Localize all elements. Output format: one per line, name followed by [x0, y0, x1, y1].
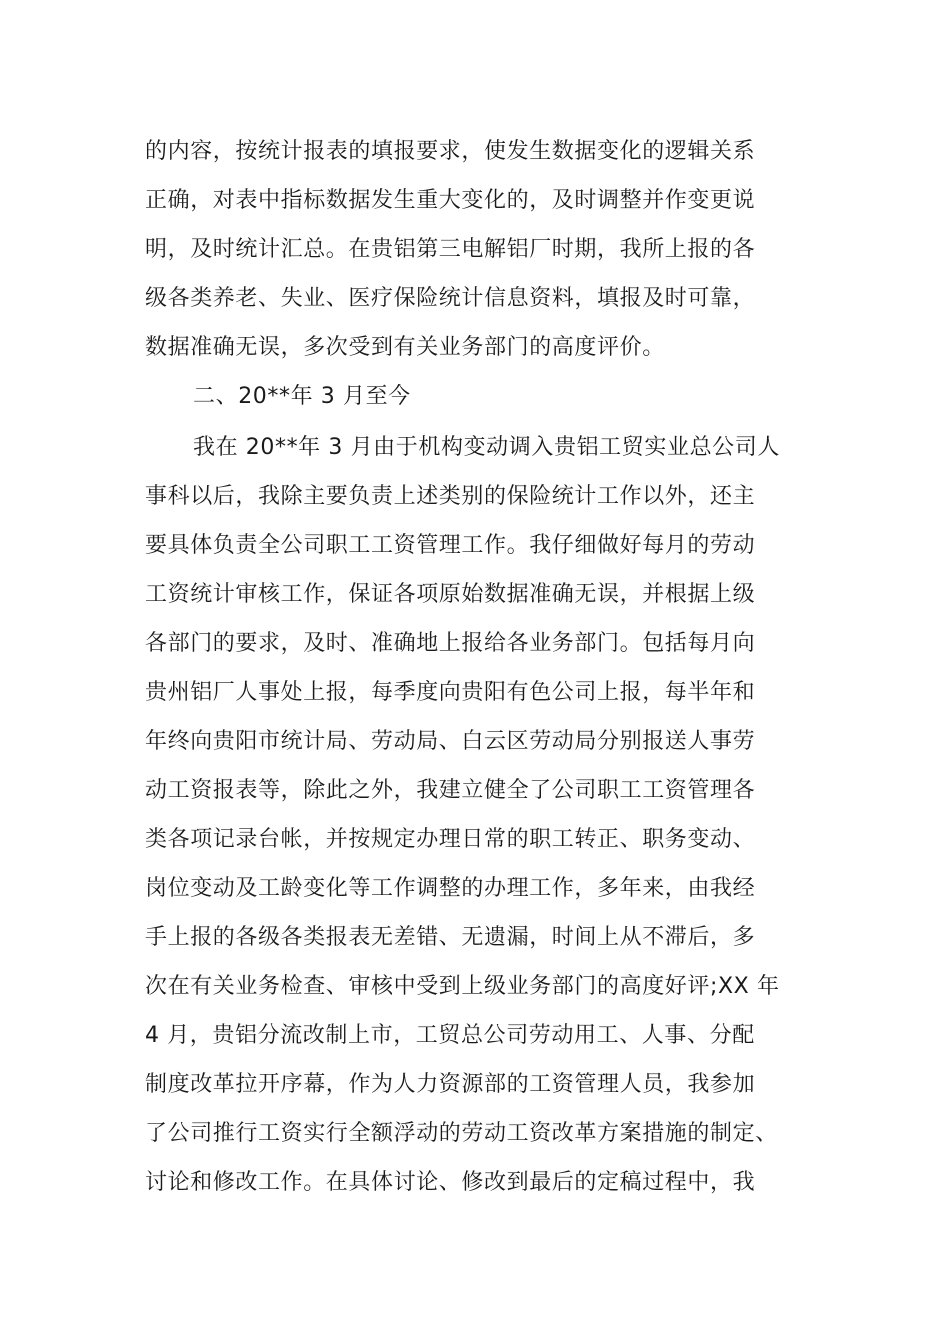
text-line: 事科以后，我除主要负责上述类别的保险统计工作以外，还主: [145, 484, 756, 509]
text-line: 工资统计审核工作，保证各项原始数据准确无误，并根据上级: [145, 582, 756, 607]
text-line: 的内容，按统计报表的填报要求，使发生数据变化的逻辑关系: [145, 139, 756, 164]
text-line: 了公司推行工资实行全额浮动的劳动工资改革方案措施的制定、: [145, 1121, 778, 1146]
text-line: 明，及时统计汇总。在贵铝第三电解铝厂时期，我所上报的各: [145, 237, 756, 262]
text-line: 讨论和修改工作。在具体讨论、修改到最后的定稿过程中，我: [145, 1170, 756, 1195]
text-line: 贵州铝厂人事处上报，每季度向贵阳有色公司上报，每半年和: [145, 680, 756, 705]
text-line: 要具体负责全公司职工工资管理工作。我仔细做好每月的劳动: [145, 533, 756, 558]
text-line: 级各类养老、失业、医疗保险统计信息资料，填报及时可靠，: [145, 286, 756, 311]
text-line: 手上报的各级各类报表无差错、无遗漏，时间上从不滞后，多: [145, 925, 756, 950]
text-line: 正确，对表中指标数据发生重大变化的，及时调整并作变更说: [145, 188, 756, 213]
text-line: 我在 20**年 3 月由于机构变动调入贵铝工贸实业总公司人: [193, 435, 780, 460]
text-line: 类各项记录台帐，并按规定办理日常的职工转正、职务变动、: [145, 827, 756, 852]
section-heading: 二、20**年 3 月至今: [193, 384, 411, 409]
text-line: 次在有关业务检查、审核中受到上级业务部门的高度好评;XX 年: [145, 974, 780, 999]
text-line: 各部门的要求，及时、准确地上报给各业务部门。包括每月向: [145, 631, 756, 656]
text-line: 动工资报表等，除此之外，我建立健全了公司职工工资管理各: [145, 778, 756, 803]
text-line: 年终向贵阳市统计局、劳动局、白云区劳动局分别报送人事劳: [145, 729, 756, 754]
text-line: 制度改革拉开序幕，作为人力资源部的工资管理人员，我参加: [145, 1072, 756, 1097]
text-line: 数据准确无误，多次受到有关业务部门的高度评价。: [145, 335, 665, 360]
text-line: 4 月，贵铝分流改制上市，工贸总公司劳动用工、人事、分配: [145, 1023, 755, 1048]
text-line: 岗位变动及工龄变化等工作调整的办理工作，多年来，由我经: [145, 876, 756, 901]
